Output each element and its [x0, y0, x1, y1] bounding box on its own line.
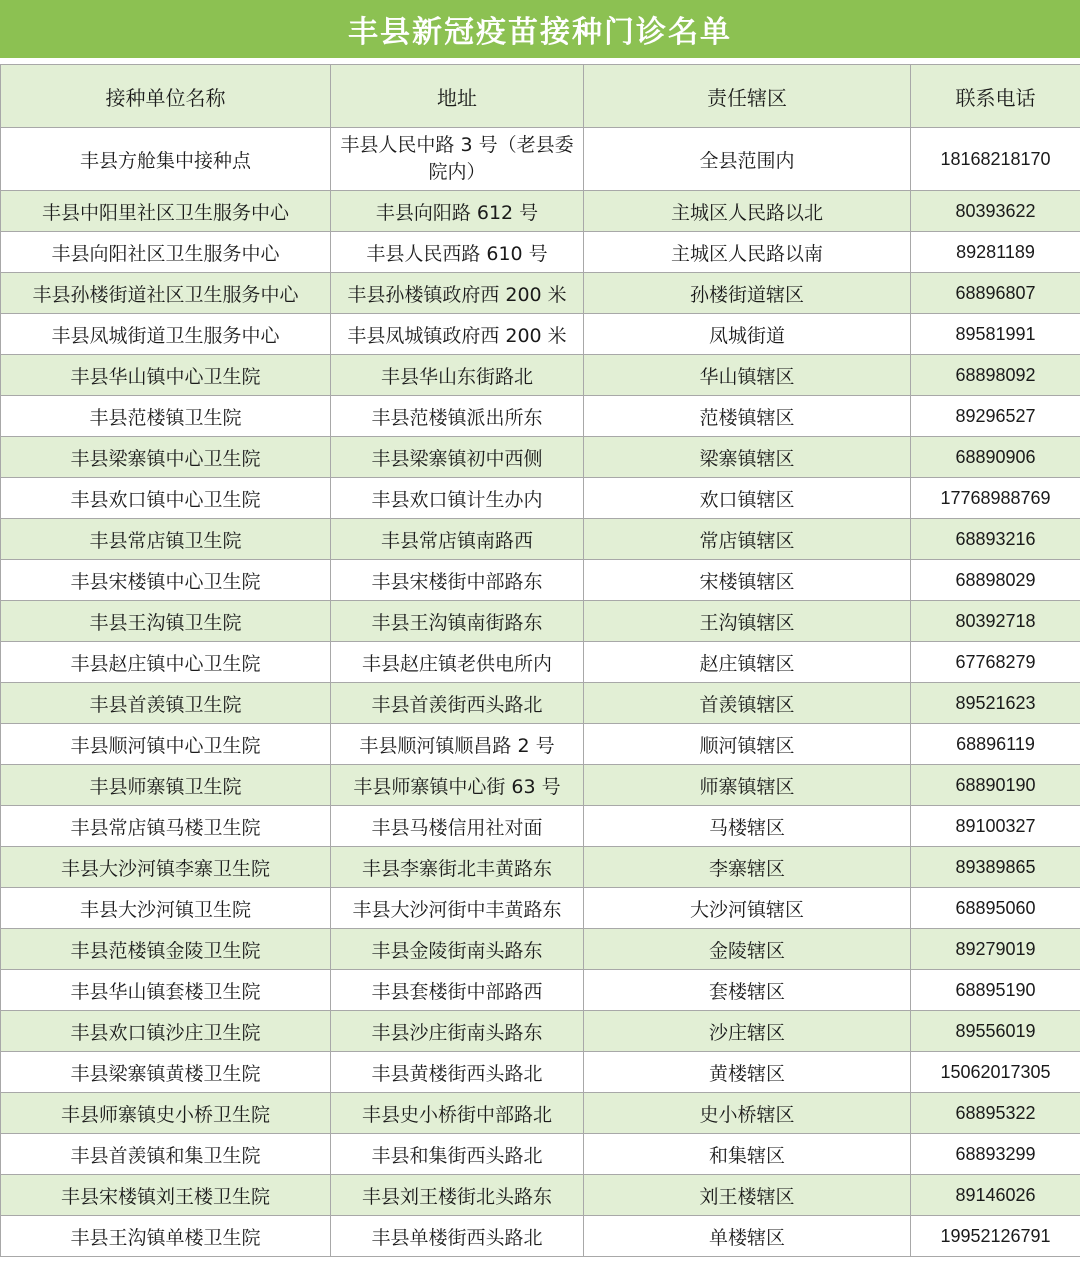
table-row [1, 806, 1080, 847]
address-cell: 丰县赵庄镇老供电所内 [331, 642, 584, 683]
unit-name-cell: 丰县大沙河镇卫生院 [1, 888, 331, 929]
unit-name-cell: 丰县孙楼街道社区卫生服务中心 [1, 273, 331, 314]
unit-name-cell: 丰县梁寨镇黄楼卫生院 [1, 1052, 331, 1093]
phone-cell: 68895322 [911, 1093, 1080, 1134]
phone-cell: 15062017305 [911, 1052, 1080, 1093]
district-cell: 刘王楼辖区 [584, 1175, 911, 1216]
table-row [1, 519, 1080, 560]
phone-cell: 89581991 [911, 314, 1080, 355]
unit-name-cell: 丰县梁寨镇中心卫生院 [1, 437, 331, 478]
unit-name-cell: 丰县顺河镇中心卫生院 [1, 724, 331, 765]
table-row [1, 1134, 1080, 1175]
header-phone: 联系电话 [911, 65, 1080, 128]
phone-cell: 68893216 [911, 519, 1080, 560]
unit-name-cell: 丰县常店镇卫生院 [1, 519, 331, 560]
phone-cell: 89521623 [911, 683, 1080, 724]
phone-cell: 68893299 [911, 1134, 1080, 1175]
phone-cell: 80392718 [911, 601, 1080, 642]
unit-name-cell: 丰县范楼镇金陵卫生院 [1, 929, 331, 970]
unit-name-cell: 丰县中阳里社区卫生服务中心 [1, 191, 331, 232]
address-cell: 丰县华山东街路北 [331, 355, 584, 396]
phone-cell: 67768279 [911, 642, 1080, 683]
table-row [1, 128, 1080, 191]
phone-cell: 89389865 [911, 847, 1080, 888]
address-cell: 丰县套楼街中部路西 [331, 970, 584, 1011]
table-row [1, 232, 1080, 273]
phone-cell: 89100327 [911, 806, 1080, 847]
unit-name-cell: 丰县大沙河镇李寨卫生院 [1, 847, 331, 888]
district-cell: 史小桥辖区 [584, 1093, 911, 1134]
unit-name-cell: 丰县赵庄镇中心卫生院 [1, 642, 331, 683]
phone-cell: 89146026 [911, 1175, 1080, 1216]
address-cell: 丰县范楼镇派出所东 [331, 396, 584, 437]
clinic-table [0, 64, 1080, 1257]
address-cell: 丰县刘王楼街北头路东 [331, 1175, 584, 1216]
phone-cell: 89279019 [911, 929, 1080, 970]
unit-name-cell: 丰县王沟镇单楼卫生院 [1, 1216, 331, 1257]
table-row [1, 683, 1080, 724]
phone-cell: 89281189 [911, 232, 1080, 273]
district-cell: 全县范围内 [584, 128, 911, 191]
address-cell: 丰县李寨街北丰黄路东 [331, 847, 584, 888]
table-row [1, 724, 1080, 765]
table-row [1, 1093, 1080, 1134]
district-cell: 沙庄辖区 [584, 1011, 911, 1052]
table-row [1, 1011, 1080, 1052]
district-cell: 大沙河镇辖区 [584, 888, 911, 929]
district-cell: 主城区人民路以北 [584, 191, 911, 232]
table-header [1, 65, 1080, 128]
district-cell: 赵庄镇辖区 [584, 642, 911, 683]
address-cell: 丰县史小桥街中部路北 [331, 1093, 584, 1134]
address-cell: 丰县顺河镇顺昌路 2 号 [331, 724, 584, 765]
phone-cell: 89296527 [911, 396, 1080, 437]
address-cell: 丰县马楼信用社对面 [331, 806, 584, 847]
table-row [1, 1052, 1080, 1093]
address-cell: 丰县向阳路 612 号 [331, 191, 584, 232]
address-cell: 丰县王沟镇南街路东 [331, 601, 584, 642]
address-cell: 丰县单楼街西头路北 [331, 1216, 584, 1257]
address-cell: 丰县黄楼街西头路北 [331, 1052, 584, 1093]
table-row [1, 1175, 1080, 1216]
address-cell: 丰县大沙河街中丰黄路东 [331, 888, 584, 929]
header-district: 责任辖区 [584, 65, 911, 128]
unit-name-cell: 丰县方舱集中接种点 [1, 128, 331, 191]
unit-name-cell: 丰县师寨镇卫生院 [1, 765, 331, 806]
address-cell: 丰县欢口镇计生办内 [331, 478, 584, 519]
unit-name-cell: 丰县欢口镇中心卫生院 [1, 478, 331, 519]
district-cell: 金陵辖区 [584, 929, 911, 970]
address-cell: 丰县师寨镇中心街 63 号 [331, 765, 584, 806]
district-cell: 马楼辖区 [584, 806, 911, 847]
table-row [1, 765, 1080, 806]
table-row [1, 478, 1080, 519]
unit-name-cell: 丰县向阳社区卫生服务中心 [1, 232, 331, 273]
table-row [1, 1216, 1080, 1257]
table-body [1, 128, 1080, 1257]
address-cell: 丰县沙庄街南头路东 [331, 1011, 584, 1052]
district-cell: 范楼镇辖区 [584, 396, 911, 437]
unit-name-cell: 丰县宋楼镇刘王楼卫生院 [1, 1175, 331, 1216]
district-cell: 黄楼辖区 [584, 1052, 911, 1093]
address-cell: 丰县金陵街南头路东 [331, 929, 584, 970]
table-row [1, 642, 1080, 683]
table-row [1, 273, 1080, 314]
unit-name-cell: 丰县欢口镇沙庄卫生院 [1, 1011, 331, 1052]
table-row [1, 847, 1080, 888]
unit-name-cell: 丰县华山镇中心卫生院 [1, 355, 331, 396]
unit-name-cell: 丰县常店镇马楼卫生院 [1, 806, 331, 847]
district-cell: 师寨镇辖区 [584, 765, 911, 806]
table-row [1, 970, 1080, 1011]
unit-name-cell: 丰县王沟镇卫生院 [1, 601, 331, 642]
district-cell: 华山镇辖区 [584, 355, 911, 396]
district-cell: 孙楼街道辖区 [584, 273, 911, 314]
unit-name-cell: 丰县凤城街道卫生服务中心 [1, 314, 331, 355]
phone-cell: 68895190 [911, 970, 1080, 1011]
table-row [1, 314, 1080, 355]
address-cell: 丰县梁寨镇初中西侧 [331, 437, 584, 478]
unit-name-cell: 丰县宋楼镇中心卫生院 [1, 560, 331, 601]
table-row [1, 601, 1080, 642]
header-row [1, 65, 1080, 128]
unit-name-cell: 丰县范楼镇卫生院 [1, 396, 331, 437]
phone-cell: 68898092 [911, 355, 1080, 396]
phone-cell: 68896119 [911, 724, 1080, 765]
unit-name-cell: 丰县华山镇套楼卫生院 [1, 970, 331, 1011]
table-row [1, 560, 1080, 601]
district-cell: 首羡镇辖区 [584, 683, 911, 724]
district-cell: 梁寨镇辖区 [584, 437, 911, 478]
district-cell: 和集辖区 [584, 1134, 911, 1175]
table-row [1, 191, 1080, 232]
district-cell: 凤城街道 [584, 314, 911, 355]
phone-cell: 18168218170 [911, 128, 1080, 191]
unit-name-cell: 丰县首羡镇和集卫生院 [1, 1134, 331, 1175]
phone-cell: 89556019 [911, 1011, 1080, 1052]
page-title: 丰县新冠疫苗接种门诊名单 [348, 15, 732, 50]
address-cell: 丰县常店镇南路西 [331, 519, 584, 560]
unit-name-cell: 丰县师寨镇史小桥卫生院 [1, 1093, 331, 1134]
district-cell: 套楼辖区 [584, 970, 911, 1011]
table-row [1, 437, 1080, 478]
phone-cell: 68896807 [911, 273, 1080, 314]
table-row [1, 355, 1080, 396]
address-cell: 丰县孙楼镇政府西 200 米 [331, 273, 584, 314]
phone-cell: 17768988769 [911, 478, 1080, 519]
header-unit-name: 接种单位名称 [1, 65, 331, 128]
address-cell: 丰县人民西路 610 号 [331, 232, 584, 273]
address-cell: 丰县首羡街西头路北 [331, 683, 584, 724]
unit-name-cell: 丰县首羡镇卫生院 [1, 683, 331, 724]
table-row [1, 396, 1080, 437]
phone-cell: 19952126791 [911, 1216, 1080, 1257]
district-cell: 王沟镇辖区 [584, 601, 911, 642]
phone-cell: 68890190 [911, 765, 1080, 806]
district-cell: 李寨辖区 [584, 847, 911, 888]
address-cell: 丰县凤城镇政府西 200 米 [331, 314, 584, 355]
phone-cell: 68898029 [911, 560, 1080, 601]
district-cell: 欢口镇辖区 [584, 478, 911, 519]
phone-cell: 68890906 [911, 437, 1080, 478]
title-bar [0, 0, 1080, 62]
district-cell: 常店镇辖区 [584, 519, 911, 560]
address-cell: 丰县宋楼街中部路东 [331, 560, 584, 601]
phone-cell: 68895060 [911, 888, 1080, 929]
district-cell: 顺河镇辖区 [584, 724, 911, 765]
address-cell: 丰县人民中路 3 号（老县委院内） [331, 128, 584, 191]
district-cell: 主城区人民路以南 [584, 232, 911, 273]
table-row [1, 888, 1080, 929]
table-row [1, 929, 1080, 970]
district-cell: 单楼辖区 [584, 1216, 911, 1257]
phone-cell: 80393622 [911, 191, 1080, 232]
district-cell: 宋楼镇辖区 [584, 560, 911, 601]
header-address: 地址 [331, 65, 584, 128]
address-cell: 丰县和集街西头路北 [331, 1134, 584, 1175]
